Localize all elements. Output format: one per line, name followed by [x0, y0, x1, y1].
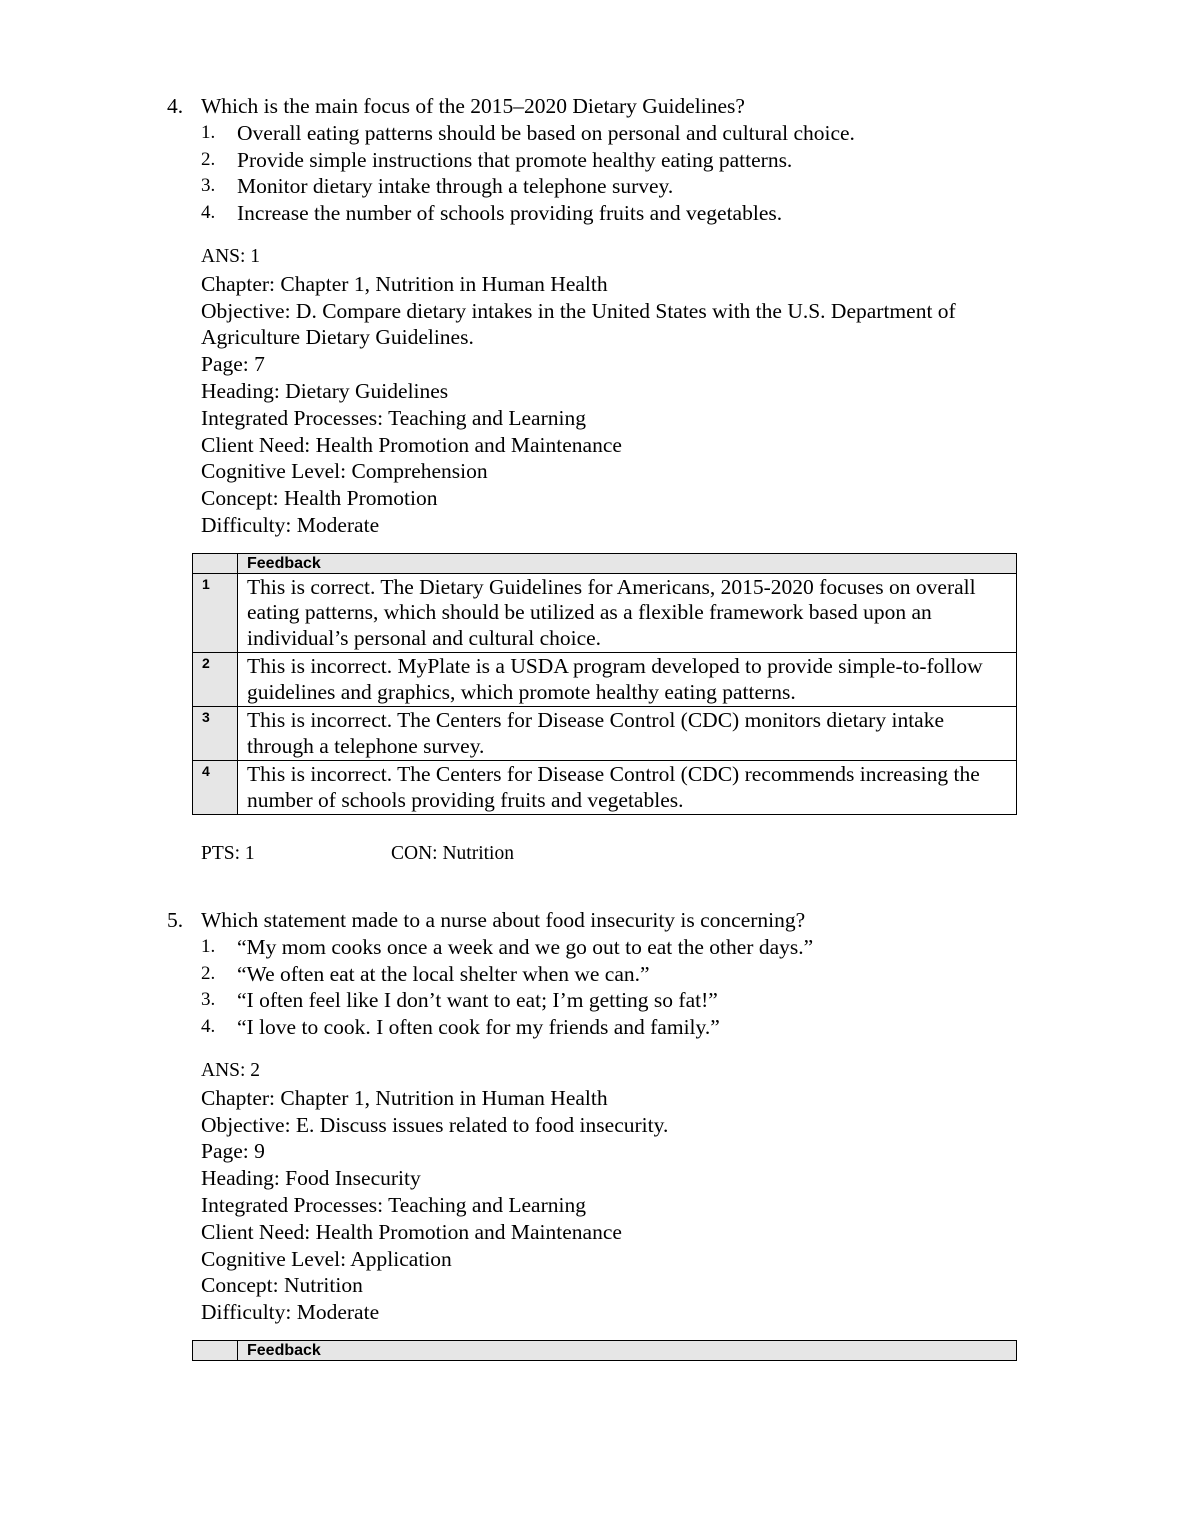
meta-objective: Objective: E. Discuss issues related to food insecurity.	[201, 1112, 669, 1137]
option-item	[201, 961, 1027, 988]
option-number: 2.	[201, 148, 216, 170]
feedback-header: Feedback	[238, 553, 1017, 573]
meta-objective: Objective: D. Compare dietary intakes in the United States with the U.S. Department of Agriculture Dietary Guidelines.	[201, 298, 956, 350]
meta-heading: Heading: Food Insecurity	[201, 1166, 421, 1191]
meta-integrated-processes: Integrated Processes: Teaching and Learning	[201, 405, 586, 430]
option-text: “I often feel like I don’t want to eat; I’m getting so fat!”	[237, 988, 718, 1013]
feedback-text: This is correct. The Dietary Guidelines for Americans, 2015-2020 focuses on overall eating patterns, which should be utilized as a flexible framework based upon an individual’s personal and cultural choice.	[238, 573, 1017, 653]
meta-chapter: Chapter: Chapter 1, Nutrition in Human Health	[201, 1085, 608, 1110]
meta-cognitive-level: Cognitive Level: Application	[201, 1246, 452, 1271]
question-stem: Which statement made to a nurse about food insecurity is concerning?	[201, 908, 806, 932]
option-item	[201, 173, 1027, 200]
meta-chapter: Chapter: Chapter 1, Nutrition in Human Health	[201, 271, 608, 296]
feedback-number: 2	[193, 653, 238, 707]
option-item	[201, 200, 1027, 227]
option-text: Monitor dietary intake through a telephone survey.	[237, 174, 674, 199]
feedback-text: This is incorrect. The Centers for Disease Control (CDC) recommends increasing the number of schools providing fruits and vegetables.	[238, 761, 1017, 815]
points-value: PTS: 1	[201, 843, 255, 865]
answer-metadata	[201, 1058, 1027, 1326]
option-text: Increase the number of schools providing fruits and vegetables.	[237, 201, 783, 226]
option-text: “My mom cooks once a week and we go out to eat the other days.”	[237, 934, 814, 959]
feedback-row	[193, 653, 1017, 707]
option-number: 1.	[201, 121, 216, 143]
meta-difficulty: Difficulty: Moderate	[201, 512, 380, 537]
option-number: 4.	[201, 1016, 216, 1038]
feedback-number: 3	[193, 707, 238, 761]
option-item	[201, 120, 1027, 147]
meta-cognitive-level: Cognitive Level: Comprehension	[201, 459, 488, 484]
question-4	[167, 93, 1027, 868]
options-list	[201, 934, 1027, 1041]
option-text: Overall eating patterns should be based on personal and cultural choice.	[237, 120, 855, 145]
option-text: “We often eat at the local shelter when we can.”	[237, 961, 650, 986]
option-item	[201, 147, 1027, 174]
question-5	[167, 907, 1027, 1361]
meta-difficulty: Difficulty: Moderate	[201, 1300, 380, 1325]
feedback-text: This is incorrect. The Centers for Disease Control (CDC) monitors dietary intake through a telephone survey.	[238, 707, 1017, 761]
question-number: 5.	[167, 908, 184, 932]
concept-value: CON: Nutrition	[391, 843, 514, 865]
feedback-number: 1	[193, 573, 238, 653]
points-line	[201, 841, 1027, 868]
option-text: Provide simple instructions that promote healthy eating patterns.	[237, 147, 793, 172]
question-stem-line	[167, 93, 1027, 120]
option-number: 1.	[201, 935, 216, 957]
question-stem-line	[167, 907, 1027, 934]
meta-heading: Heading: Dietary Guidelines	[201, 378, 449, 403]
feedback-table	[192, 553, 1017, 816]
meta-page: Page: 7	[201, 352, 265, 377]
option-number: 3.	[201, 989, 216, 1011]
feedback-row	[193, 761, 1017, 815]
meta-concept: Concept: Nutrition	[201, 1273, 363, 1298]
feedback-header-blank	[193, 1340, 238, 1360]
options-list	[201, 120, 1027, 227]
feedback-row	[193, 573, 1017, 653]
meta-client-need: Client Need: Health Promotion and Maintenance	[201, 432, 622, 457]
feedback-text: This is incorrect. MyPlate is a USDA program developed to provide simple-to-follow guidelines and graphics, which promote healthy eating patterns.	[238, 653, 1017, 707]
feedback-header-blank	[193, 553, 238, 573]
meta-page: Page: 9	[201, 1139, 265, 1164]
meta-concept: Concept: Health Promotion	[201, 486, 438, 511]
feedback-row	[193, 707, 1017, 761]
question-number: 4.	[167, 94, 184, 118]
feedback-header-row	[193, 1340, 1017, 1360]
option-number: 3.	[201, 175, 216, 197]
meta-integrated-processes: Integrated Processes: Teaching and Learning	[201, 1192, 586, 1217]
feedback-header: Feedback	[238, 1340, 1017, 1360]
option-text: “I love to cook. I often cook for my friends and family.”	[237, 1015, 720, 1040]
answer-key: ANS: 1	[201, 245, 261, 267]
option-item	[201, 987, 1027, 1014]
feedback-header-row	[193, 553, 1017, 573]
meta-client-need: Client Need: Health Promotion and Maintenance	[201, 1219, 622, 1244]
question-stem: Which is the main focus of the 2015–2020 Dietary Guidelines?	[201, 94, 745, 118]
option-item	[201, 1014, 1027, 1041]
option-number: 4.	[201, 202, 216, 224]
answer-metadata	[201, 244, 1027, 539]
feedback-table	[192, 1340, 1017, 1361]
option-number: 2.	[201, 962, 216, 984]
option-item	[201, 934, 1027, 961]
answer-key: ANS: 2	[201, 1059, 261, 1081]
feedback-number: 4	[193, 761, 238, 815]
